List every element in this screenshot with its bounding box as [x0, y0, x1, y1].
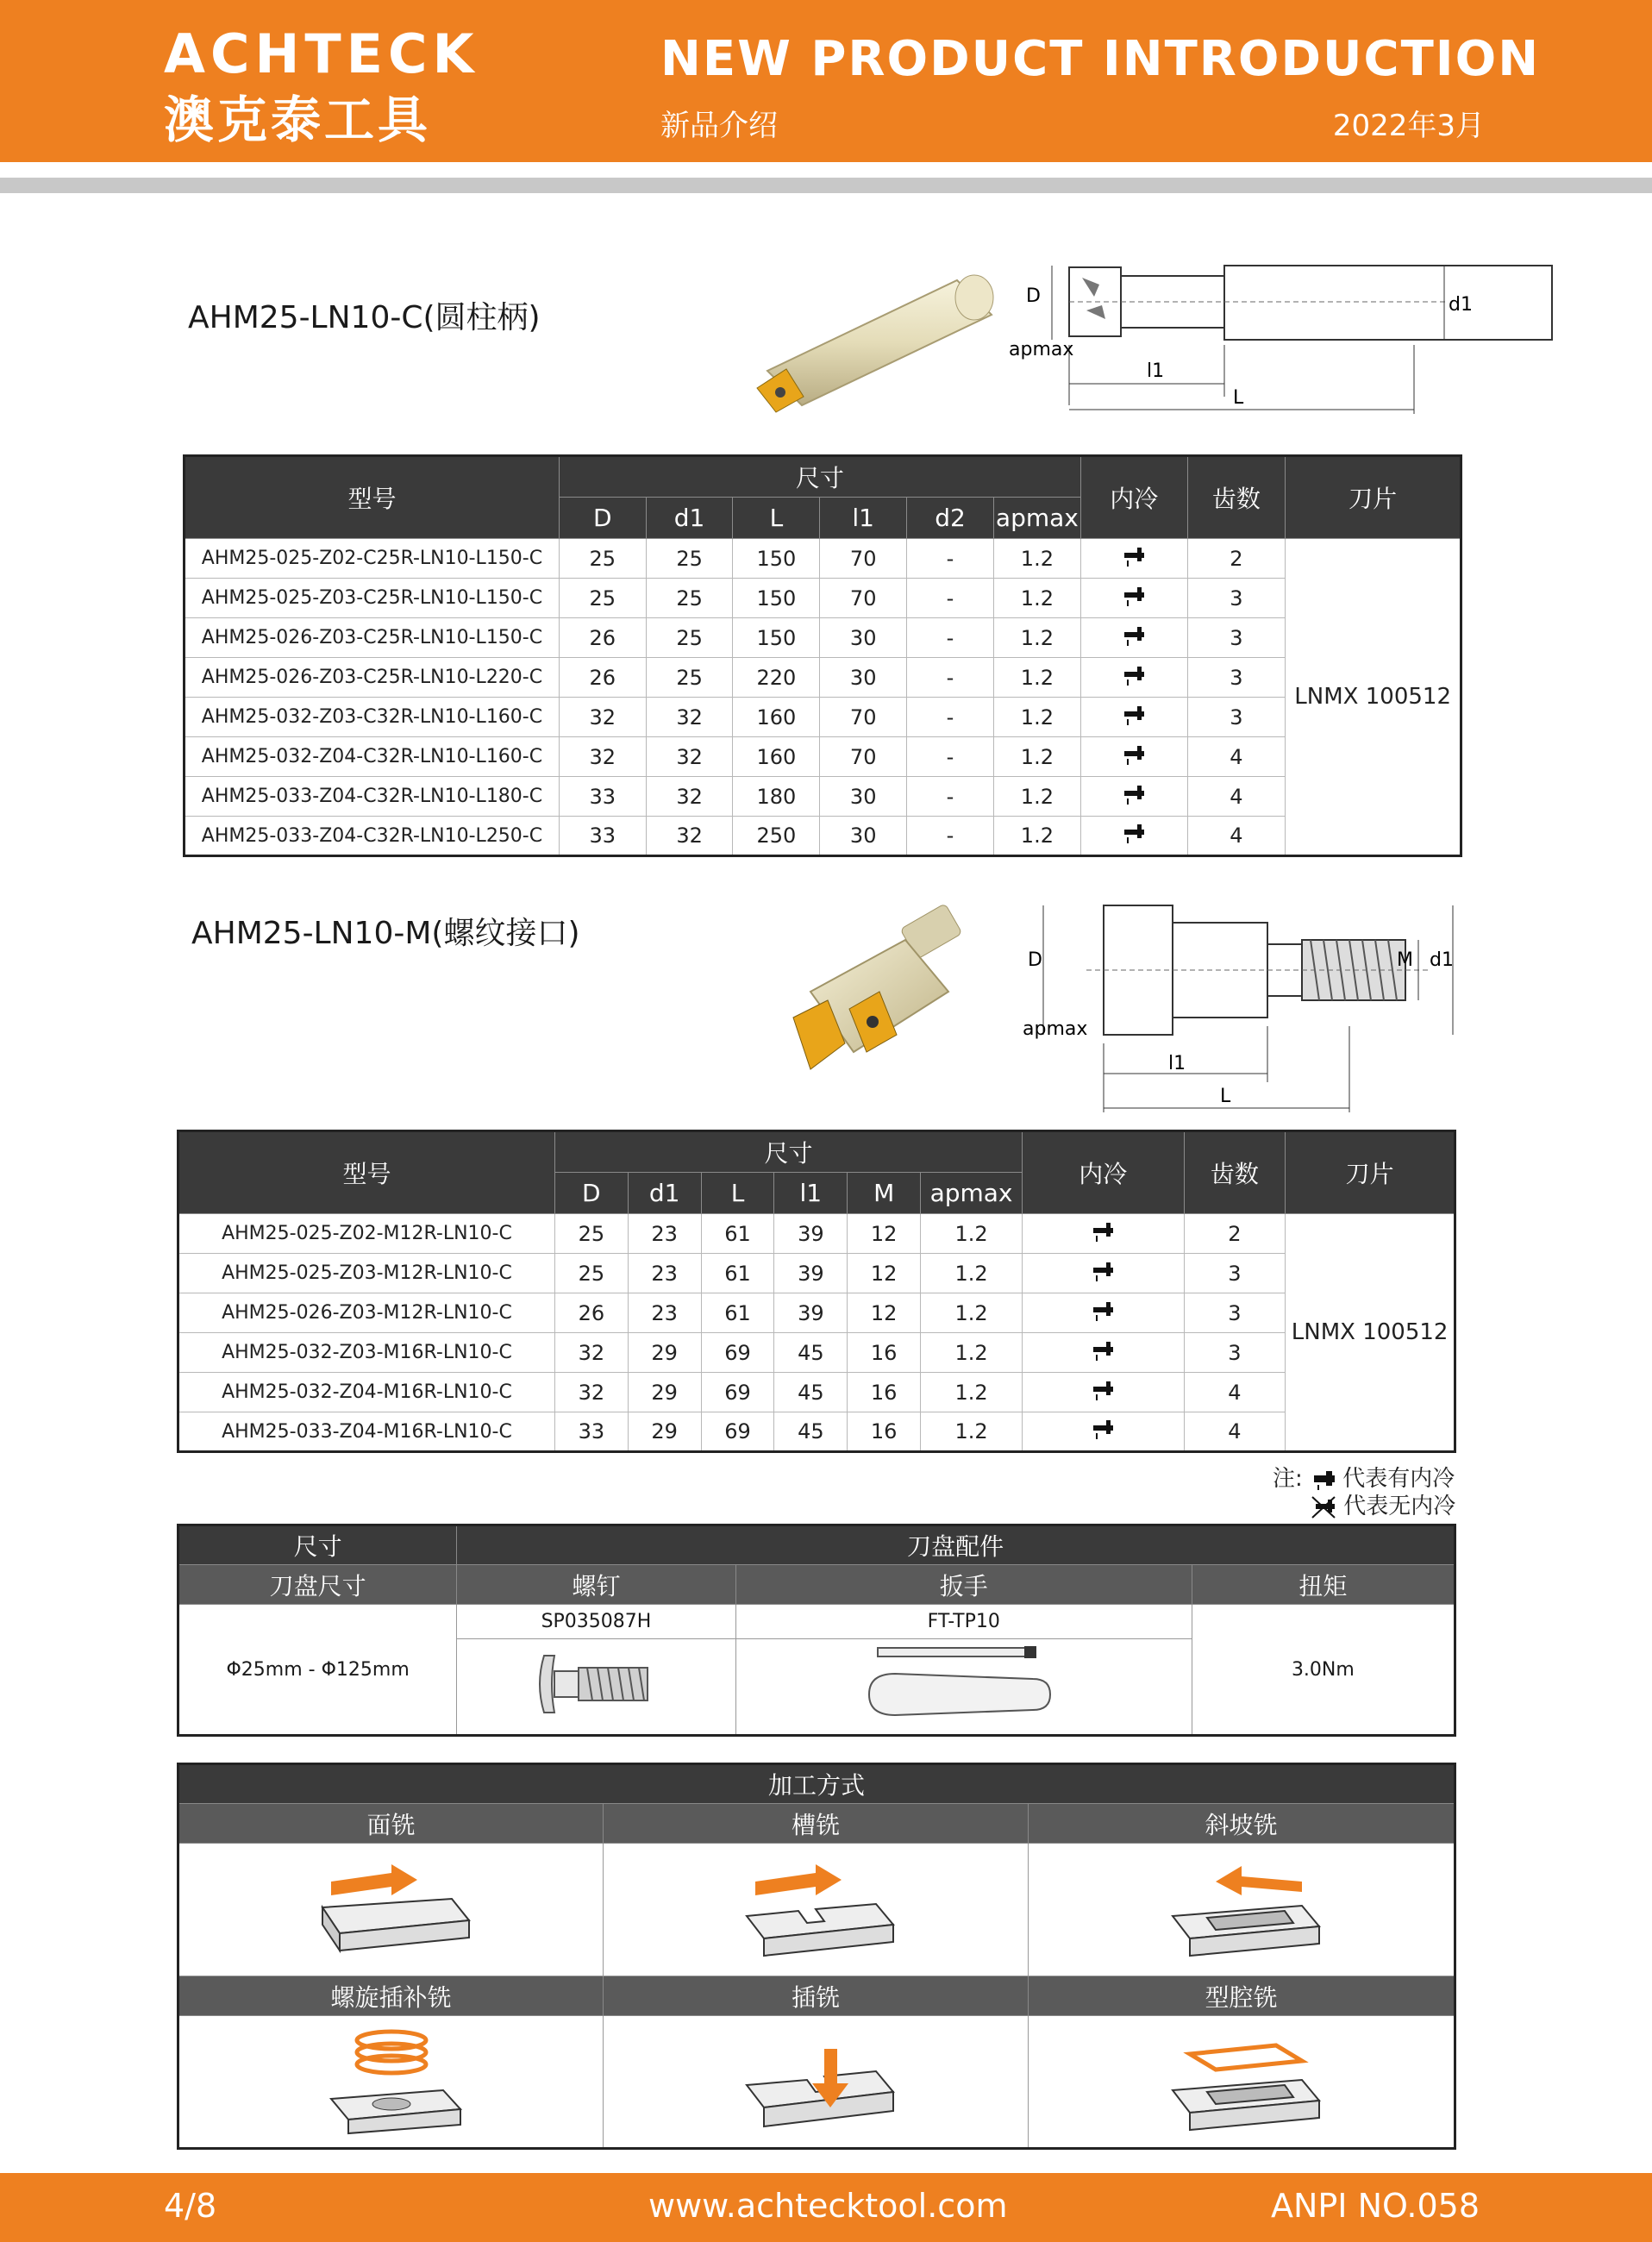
page-title: NEW PRODUCT INTRODUCTION [660, 31, 1541, 87]
size-cell: 160 [733, 737, 820, 777]
size-cell: 25 [559, 579, 646, 618]
table-row [185, 579, 1461, 618]
table-row [185, 698, 1461, 737]
teeth-cell: 3 [1187, 579, 1286, 618]
col-subheader: d2 [907, 498, 994, 539]
size-cell: 12 [848, 1293, 921, 1333]
size-cell: 1.2 [921, 1412, 1023, 1452]
size-cell: 1.2 [993, 618, 1080, 658]
teeth-cell: 3 [1187, 618, 1286, 658]
page-footer [0, 2173, 1652, 2242]
threaded-interface-dimension-drawing [1017, 897, 1466, 1121]
col-header-coolant: 内冷 [1080, 456, 1187, 539]
method-plunge-milling: 插铣 [604, 1976, 1029, 2016]
machining-methods-table [177, 1763, 1456, 2150]
size-cell: 26 [559, 658, 646, 698]
teeth-cell: 3 [1187, 658, 1286, 698]
dim-label-d1: d1 [1449, 294, 1473, 316]
size-cell: 29 [628, 1412, 701, 1452]
coolant-tap-icon [1121, 662, 1147, 688]
col-header-coolant: 内冷 [1023, 1131, 1185, 1214]
cylindrical-shank-dimension-drawing [1000, 259, 1473, 423]
size-cell: 1.2 [993, 658, 1080, 698]
dim-label-d1: d1 [1430, 949, 1454, 971]
size-cell: 1.2 [921, 1373, 1023, 1412]
slot-milling-illustration [604, 1844, 1029, 1976]
table-row [185, 658, 1461, 698]
coolant-tap-icon [1121, 583, 1147, 609]
size-cell: 32 [559, 698, 646, 737]
col-subheader: l1 [774, 1173, 848, 1214]
coolant-cell [1080, 817, 1187, 856]
size-cell: 150 [733, 618, 820, 658]
size-cell: 1.2 [993, 737, 1080, 777]
size-cell: 26 [554, 1293, 628, 1333]
dim-label-l1: l1 [1168, 1053, 1186, 1074]
teeth-cell: 3 [1187, 698, 1286, 737]
teeth-cell: 2 [1184, 1214, 1286, 1254]
insert-cell: LNMX 100512 [1286, 1214, 1455, 1452]
size-cell: 26 [559, 618, 646, 658]
size-cell: 1.2 [993, 539, 1080, 579]
size-cell: 250 [733, 817, 820, 856]
wrench-image-cell [735, 1639, 1192, 1736]
col-header-size: 尺寸 [554, 1131, 1022, 1173]
size-cell: 25 [559, 539, 646, 579]
pocket-milling-icon [1155, 2023, 1328, 2135]
size-cell: 1.2 [921, 1254, 1023, 1293]
helical-milling-illustration [178, 2016, 604, 2149]
size-cell: 180 [733, 777, 820, 817]
dim-label-D: D [1028, 949, 1042, 971]
table-row [178, 1293, 1455, 1333]
coolant-tap-icon [1121, 781, 1147, 807]
acc-header-screw: 螺钉 [457, 1565, 735, 1605]
cutter-size-value: Φ25mm - Φ125mm [178, 1605, 457, 1736]
size-cell: 1.2 [921, 1293, 1023, 1333]
size-cell: 160 [733, 698, 820, 737]
table-row [178, 1373, 1455, 1412]
coolant-note [1273, 1461, 1456, 1519]
col-subheader: apmax [921, 1173, 1023, 1214]
dim-label-L: L [1233, 387, 1244, 409]
coolant-tap-icon [1121, 820, 1147, 846]
teeth-cell: 2 [1187, 539, 1286, 579]
size-cell: 30 [820, 618, 907, 658]
coolant-tap-icon [1090, 1416, 1116, 1442]
size-cell: 23 [628, 1293, 701, 1333]
size-cell: 61 [701, 1254, 774, 1293]
size-cell: 25 [646, 539, 733, 579]
size-cell: 32 [554, 1333, 628, 1373]
screw-icon [527, 1645, 665, 1723]
model-cell: AHM25-032-Z03-C32R-LN10-L160-C [185, 698, 560, 737]
acc-header-cutter-size: 刀盘尺寸 [178, 1565, 457, 1605]
table-row [178, 1214, 1455, 1254]
size-cell: - [907, 579, 994, 618]
method-pocket-milling: 型腔铣 [1029, 1976, 1455, 2016]
size-cell: 45 [774, 1333, 848, 1373]
model-cell: AHM25-032-Z03-M16R-LN10-C [178, 1333, 555, 1373]
size-cell: 16 [848, 1333, 921, 1373]
no-coolant-tap-icon [1311, 1495, 1336, 1519]
table-row [185, 777, 1461, 817]
coolant-cell [1080, 777, 1187, 817]
size-cell: 61 [701, 1293, 774, 1333]
threaded-interface-spec-table [177, 1130, 1456, 1453]
size-cell: 33 [559, 777, 646, 817]
coolant-tap-icon [1090, 1337, 1116, 1363]
size-cell: 30 [820, 817, 907, 856]
cylindrical-shank-spec-table [183, 454, 1462, 857]
model-cell: AHM25-033-Z04-C32R-LN10-L180-C [185, 777, 560, 817]
size-cell: - [907, 618, 994, 658]
size-cell: 61 [701, 1214, 774, 1254]
teeth-cell: 3 [1184, 1333, 1286, 1373]
size-cell: - [907, 658, 994, 698]
face-milling-icon [305, 1856, 478, 1959]
coolant-cell [1023, 1373, 1185, 1412]
acc-header-torque: 扭矩 [1192, 1565, 1455, 1605]
col-subheader: d1 [628, 1173, 701, 1214]
coolant-tap-icon [1121, 702, 1147, 728]
teeth-cell: 4 [1187, 777, 1286, 817]
cylindrical-shank-tool-image [742, 259, 1000, 414]
coolant-cell [1023, 1412, 1185, 1452]
coolant-cell [1080, 658, 1187, 698]
table-row [185, 737, 1461, 777]
coolant-tap-icon [1090, 1218, 1116, 1244]
dim-label-apmax: apmax [1009, 339, 1074, 360]
note-prefix: 注: [1273, 1466, 1303, 1492]
size-cell: 1.2 [993, 579, 1080, 618]
ramp-milling-icon [1155, 1856, 1328, 1959]
ramp-milling-illustration [1029, 1844, 1455, 1976]
col-header-model: 型号 [185, 456, 560, 539]
model-cell: AHM25-032-Z04-M16R-LN10-C [178, 1373, 555, 1412]
size-cell: 220 [733, 658, 820, 698]
dim-label-D: D [1026, 285, 1041, 307]
coolant-cell [1080, 539, 1187, 579]
col-subheader: L [733, 498, 820, 539]
acc-header-parts: 刀盘配件 [457, 1525, 1455, 1565]
size-cell: 25 [646, 579, 733, 618]
document-number: ANPI NO.058 [1270, 2187, 1480, 2225]
size-cell: 30 [820, 777, 907, 817]
table-row [178, 1333, 1455, 1373]
col-header-size: 尺寸 [559, 456, 1080, 498]
page-date: 2022年3月 [1332, 109, 1485, 143]
size-cell: 29 [628, 1373, 701, 1412]
col-header-model: 型号 [178, 1131, 555, 1214]
model-cell: AHM25-025-Z03-M12R-LN10-C [178, 1254, 555, 1293]
model-cell: AHM25-025-Z03-C25R-LN10-L150-C [185, 579, 560, 618]
model-cell: AHM25-026-Z03-M12R-LN10-C [178, 1293, 555, 1333]
dim-label-l1: l1 [1147, 360, 1165, 382]
section1-title: AHM25-LN10-C(圆柱柄) [188, 300, 541, 335]
col-subheader: L [701, 1173, 774, 1214]
col-subheader: D [559, 498, 646, 539]
coolant-cell [1080, 737, 1187, 777]
col-subheader: M [848, 1173, 921, 1214]
page-header [0, 0, 1652, 162]
size-cell: 1.2 [921, 1333, 1023, 1373]
model-cell: AHM25-026-Z03-C25R-LN10-L220-C [185, 658, 560, 698]
size-cell: 23 [628, 1214, 701, 1254]
note-coolant-no: 代表无内冷 [1343, 1494, 1456, 1519]
accessories-table [177, 1524, 1456, 1737]
size-cell: 1.2 [993, 817, 1080, 856]
coolant-cell [1080, 618, 1187, 658]
col-header-insert: 刀片 [1286, 456, 1461, 539]
size-cell: 69 [701, 1333, 774, 1373]
col-subheader: l1 [820, 498, 907, 539]
col-header-teeth: 齿数 [1184, 1131, 1286, 1214]
screw-value: SP035087H [457, 1605, 735, 1639]
face-milling-illustration [178, 1844, 604, 1976]
teeth-cell: 4 [1184, 1373, 1286, 1412]
size-cell: 39 [774, 1254, 848, 1293]
size-cell: 12 [848, 1254, 921, 1293]
dim-label-apmax: apmax [1023, 1018, 1088, 1040]
col-header-insert: 刀片 [1286, 1131, 1455, 1214]
size-cell: 32 [646, 777, 733, 817]
size-cell: 150 [733, 539, 820, 579]
torque-value: 3.0Nm [1192, 1605, 1455, 1736]
machining-title: 加工方式 [178, 1764, 1455, 1804]
size-cell: 1.2 [921, 1214, 1023, 1254]
teeth-cell: 4 [1187, 817, 1286, 856]
teeth-cell: 3 [1184, 1254, 1286, 1293]
section2-title: AHM25-LN10-M(螺纹接口) [191, 916, 580, 951]
teeth-cell: 4 [1184, 1412, 1286, 1452]
col-subheader: d1 [646, 498, 733, 539]
method-face-milling: 面铣 [178, 1804, 604, 1844]
page-number: 4/8 [164, 2187, 217, 2225]
slot-milling-icon [729, 1856, 902, 1959]
model-cell: AHM25-025-Z02-M12R-LN10-C [178, 1214, 555, 1254]
method-slot-milling: 槽铣 [604, 1804, 1029, 1844]
coolant-cell [1023, 1333, 1185, 1373]
coolant-tap-icon [1090, 1298, 1116, 1324]
size-cell: 30 [820, 658, 907, 698]
dim-label-L: L [1220, 1086, 1231, 1107]
dim-label-M: M [1397, 949, 1413, 971]
size-cell: 23 [628, 1254, 701, 1293]
plunge-milling-icon [729, 2023, 902, 2135]
header-divider [0, 178, 1652, 193]
table-row [178, 1412, 1455, 1452]
size-cell: 25 [646, 658, 733, 698]
size-cell: 25 [646, 618, 733, 658]
model-cell: AHM25-025-Z02-C25R-LN10-L150-C [185, 539, 560, 579]
teeth-cell: 3 [1184, 1293, 1286, 1333]
acc-header-size: 尺寸 [178, 1525, 457, 1565]
model-cell: AHM25-033-Z04-C32R-LN10-L250-C [185, 817, 560, 856]
logo-text-cn: 澳克泰工具 [164, 91, 432, 149]
size-cell: 39 [774, 1214, 848, 1254]
size-cell: 32 [554, 1373, 628, 1412]
plunge-milling-illustration [604, 2016, 1029, 2149]
size-cell: 69 [701, 1373, 774, 1412]
size-cell: 16 [848, 1412, 921, 1452]
page-subtitle: 新品介绍 [660, 109, 778, 143]
size-cell: 70 [820, 539, 907, 579]
logo-text-en: ACHTECK [164, 22, 479, 85]
insert-cell: LNMX 100512 [1286, 539, 1461, 856]
size-cell: - [907, 777, 994, 817]
coolant-cell [1023, 1214, 1185, 1254]
size-cell: 150 [733, 579, 820, 618]
size-cell: 32 [646, 817, 733, 856]
teeth-cell: 4 [1187, 737, 1286, 777]
coolant-cell [1023, 1254, 1185, 1293]
size-cell: - [907, 698, 994, 737]
col-header-teeth: 齿数 [1187, 456, 1286, 539]
size-cell: 70 [820, 579, 907, 618]
method-helical-milling: 螺旋插补铣 [178, 1976, 604, 2016]
coolant-tap-icon [1121, 543, 1147, 569]
size-cell: 70 [820, 698, 907, 737]
size-cell: 29 [628, 1333, 701, 1373]
size-cell: 12 [848, 1214, 921, 1254]
size-cell: 39 [774, 1293, 848, 1333]
size-cell: 25 [554, 1254, 628, 1293]
size-cell: 33 [559, 817, 646, 856]
coolant-cell [1023, 1293, 1185, 1333]
size-cell: 45 [774, 1412, 848, 1452]
coolant-tap-icon [1090, 1377, 1116, 1403]
size-cell: 70 [820, 737, 907, 777]
size-cell: - [907, 817, 994, 856]
size-cell: 33 [554, 1412, 628, 1452]
size-cell: 1.2 [993, 698, 1080, 737]
acc-header-wrench: 扳手 [735, 1565, 1192, 1605]
model-cell: AHM25-033-Z04-M16R-LN10-C [178, 1412, 555, 1452]
coolant-cell [1080, 698, 1187, 737]
col-subheader: apmax [993, 498, 1080, 539]
model-cell: AHM25-026-Z03-C25R-LN10-L150-C [185, 618, 560, 658]
table-row [185, 618, 1461, 658]
table-row [185, 539, 1461, 579]
size-cell: 32 [559, 737, 646, 777]
size-cell: 25 [554, 1214, 628, 1254]
website-link[interactable]: www.achtecktool.com [648, 2187, 1008, 2225]
size-cell: 32 [646, 698, 733, 737]
wrench-value: FT-TP10 [735, 1605, 1192, 1639]
size-cell: - [907, 539, 994, 579]
pocket-milling-illustration [1029, 2016, 1455, 2149]
table-row [178, 1254, 1455, 1293]
wrench-icon [852, 1641, 1076, 1727]
helical-milling-icon [305, 2023, 478, 2135]
size-cell: 45 [774, 1373, 848, 1412]
coolant-cell [1080, 579, 1187, 618]
size-cell: 69 [701, 1412, 774, 1452]
coolant-tap-icon [1121, 623, 1147, 648]
size-cell: 1.2 [993, 777, 1080, 817]
method-ramp-milling: 斜坡铣 [1029, 1804, 1455, 1844]
coolant-tap-icon [1090, 1258, 1116, 1284]
coolant-tap-icon [1121, 742, 1147, 767]
size-cell: 32 [646, 737, 733, 777]
table-row [185, 817, 1461, 856]
size-cell: 16 [848, 1373, 921, 1412]
screw-image-cell [457, 1639, 735, 1736]
threaded-interface-tool-image [776, 905, 983, 1087]
size-cell: - [907, 737, 994, 777]
model-cell: AHM25-032-Z04-C32R-LN10-L160-C [185, 737, 560, 777]
col-subheader: D [554, 1173, 628, 1214]
note-coolant-yes: 代表有内冷 [1342, 1466, 1455, 1492]
